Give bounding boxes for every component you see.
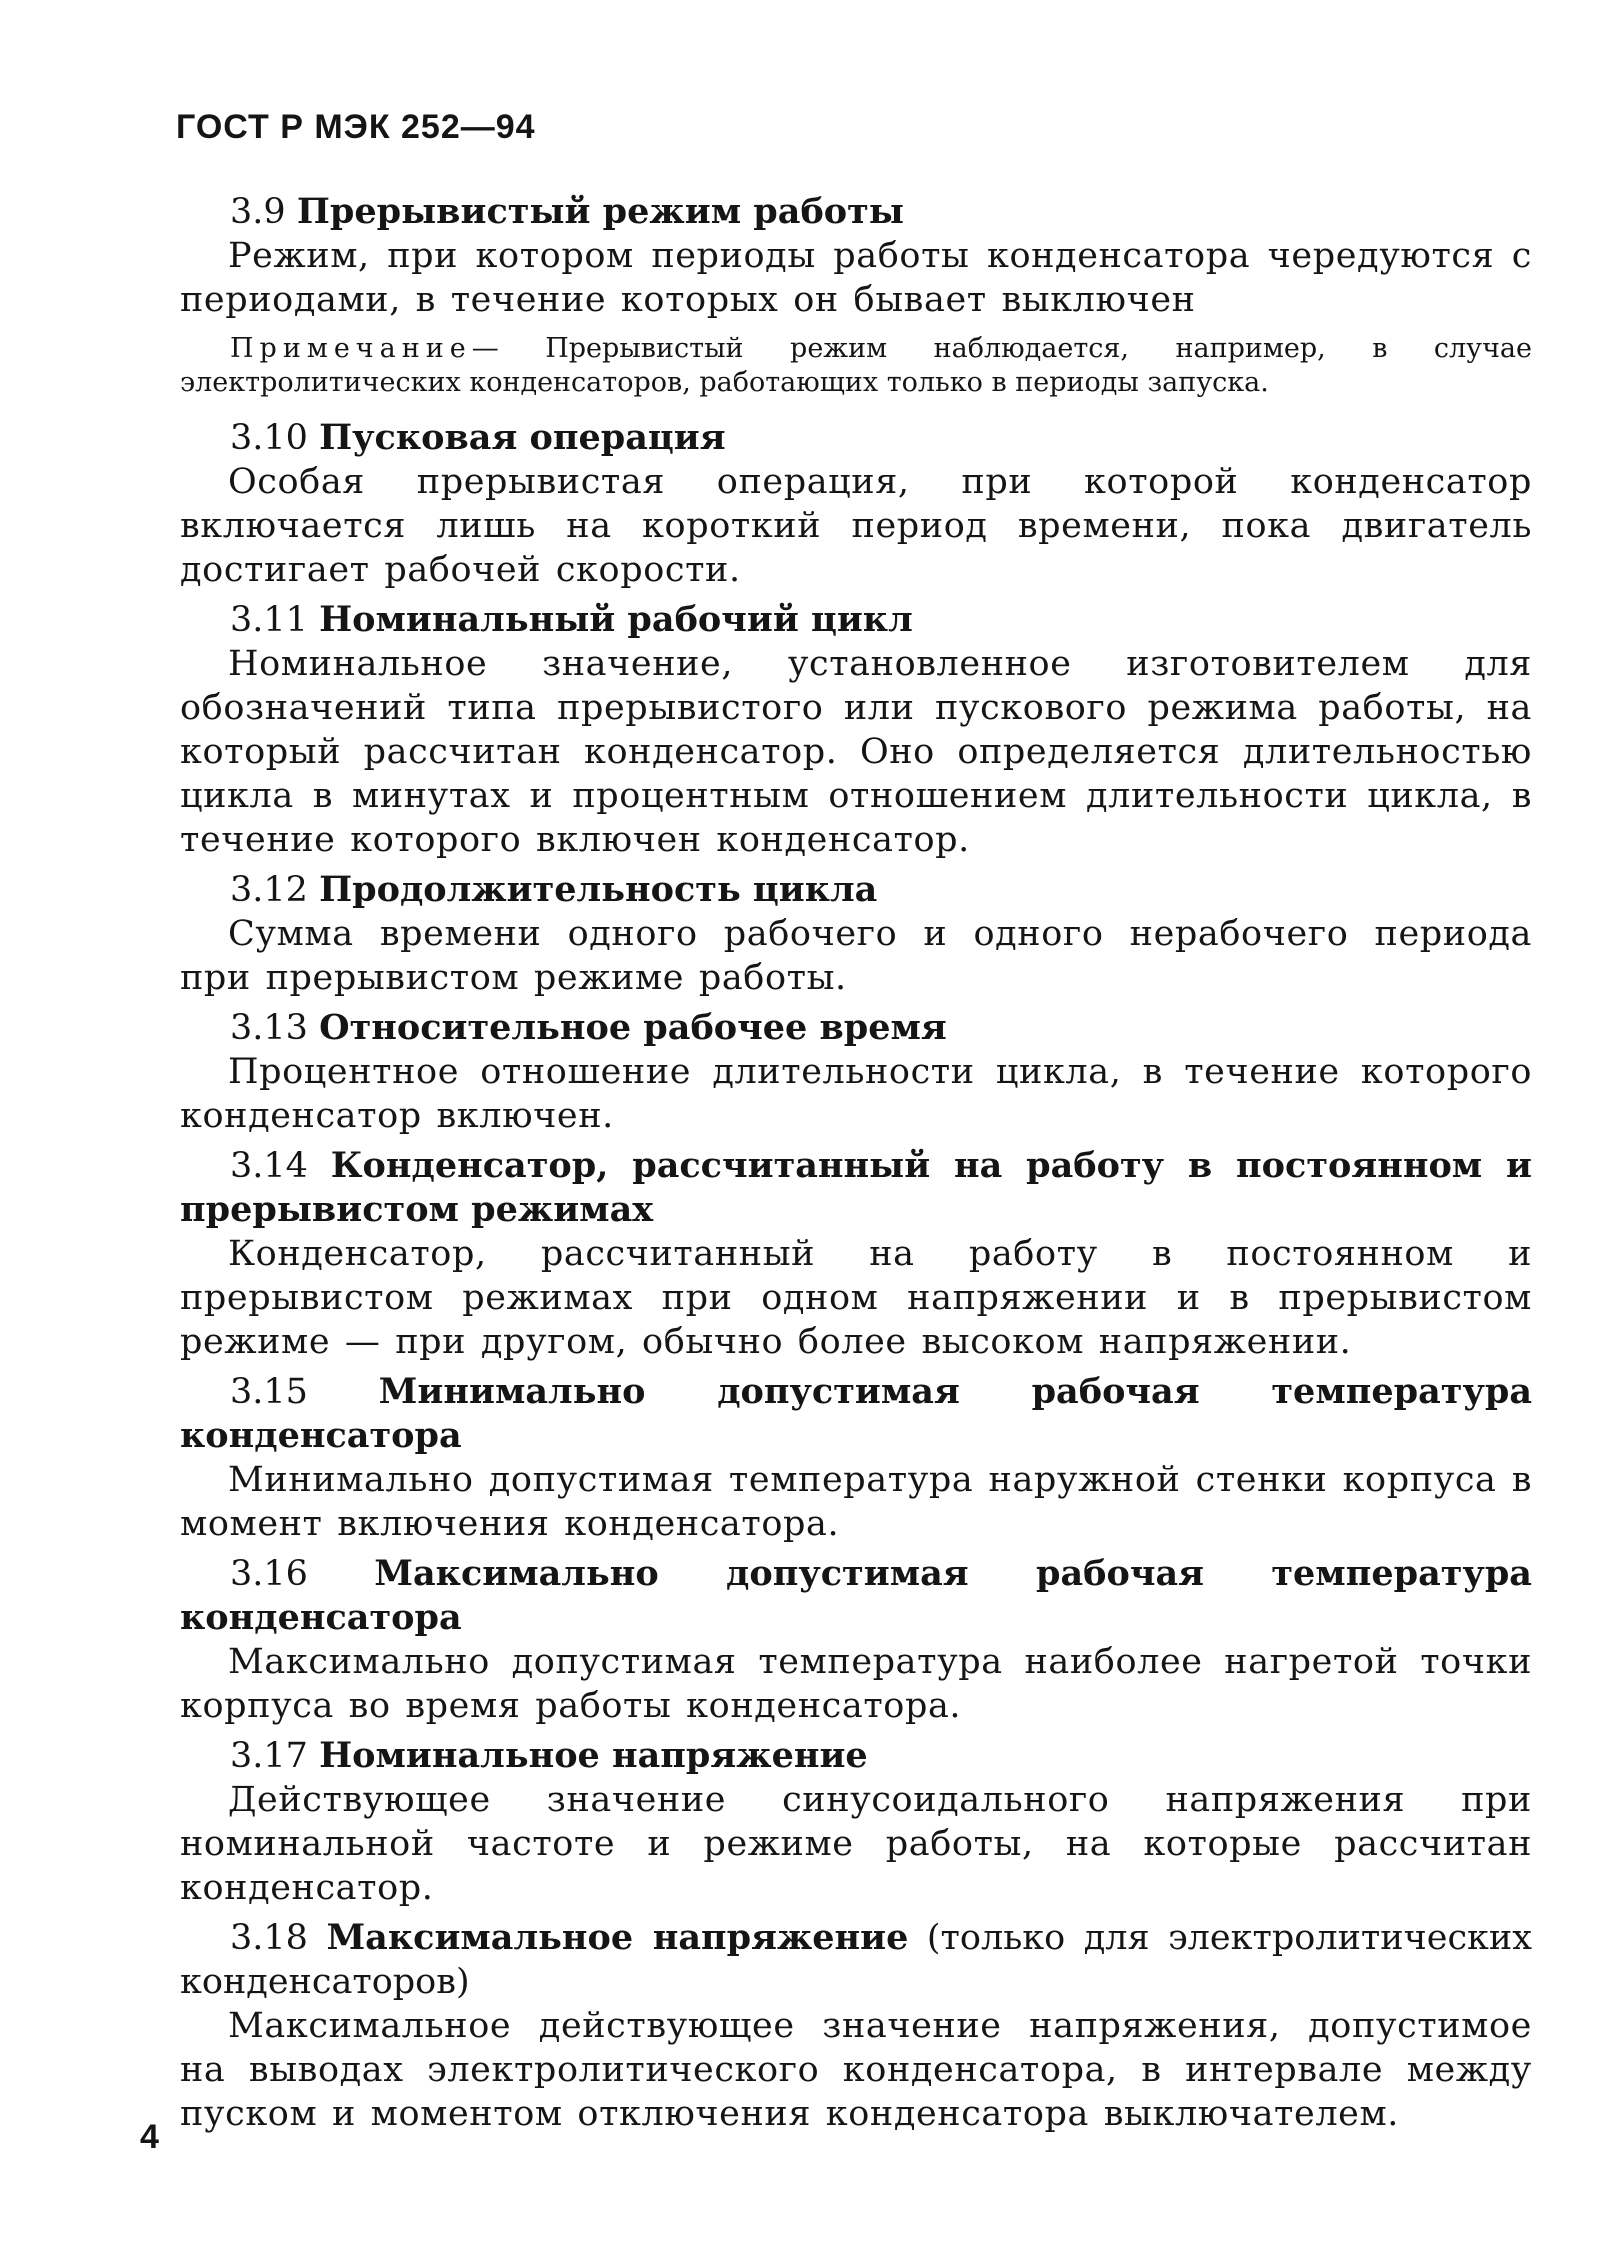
section-number: 3.17 xyxy=(230,1736,308,1776)
document-header: ГОСТ Р МЭК 252—94 xyxy=(176,108,536,146)
section-title xyxy=(180,1144,1532,1232)
section-definition: Процентное отношение длительности цикла, в течение которого конденсатор включен. xyxy=(180,1052,1532,1136)
section-name: Минимально допустимая рабочая температура конденсатора xyxy=(180,1371,1532,1456)
section-definition: Сумма времени одного рабочего и одного нерабочего периода при прерывистом режиме работы. xyxy=(180,914,1532,998)
section-name: Пусковая операция xyxy=(319,417,726,458)
section-3-18 xyxy=(180,1916,1532,2136)
section-number: 3.14 xyxy=(230,1146,308,1186)
section-number: 3.11 xyxy=(230,600,308,640)
section-number: 3.12 xyxy=(230,870,308,910)
section-3-17 xyxy=(180,1734,1532,1910)
section-definition: Максимальное действующее значение напряжения, допустимое на выводах электролитического конденсатора, в интервале между пуском и моментом отключения конденсатора выключателем. xyxy=(180,2006,1532,2134)
section-3-14 xyxy=(180,1144,1532,1364)
section-title xyxy=(180,598,1532,642)
section-number: 3.13 xyxy=(230,1008,308,1048)
section-definition: Особая прерывистая операция, при которой конденсатор включается лишь на короткий период времени, пока двигатель достигает рабочей скорости. xyxy=(180,462,1532,590)
section-number: 3.9 xyxy=(230,192,286,232)
section-name: Номинальное напряжение xyxy=(319,1735,868,1776)
section-definition: Конденсатор, рассчитанный на работу в постоянном и прерывистом режимах при одном напряжении и в прерывистом режиме — при другом, обычно более высоком напряжении. xyxy=(180,1234,1532,1362)
section-number: 3.16 xyxy=(230,1554,308,1594)
section-3-13 xyxy=(180,1006,1532,1138)
note-text: — Прерывистый режим наблюдается, например, в случае электролитических конденсаторов, работающих только в периоды запуска. xyxy=(180,333,1532,398)
section-title xyxy=(180,1552,1532,1640)
section-name: Прерывистый режим работы xyxy=(296,191,904,232)
section-name: Конденсатор, рассчитанный на работу в постоянном и прерывистом режимах xyxy=(180,1145,1532,1230)
section-definition: Минимально допустимая температура наружной стенки корпуса в момент включения конденсатора. xyxy=(180,1460,1532,1544)
section-definition: Номинальное значение, установленное изготовителем для обозначений типа прерывистого или пускового режима работы, на который рассчитан конденсатор. Оно определяется длительностью цикла в минутах и процентным отношением длительности цикла, в течение которого включен конденсатор. xyxy=(180,644,1532,860)
section-title xyxy=(180,1006,1532,1050)
section-name: Максимальное напряжение xyxy=(326,1917,909,1958)
section-3-16 xyxy=(180,1552,1532,1728)
section-note xyxy=(180,332,1532,400)
section-title xyxy=(180,1916,1532,2004)
section-number: 3.15 xyxy=(230,1372,308,1412)
section-title xyxy=(180,868,1532,912)
section-definition: Максимально допустимая температура наиболее нагретой точки корпуса во время работы конденсатора. xyxy=(180,1642,1532,1726)
section-definition: Режим, при котором периоды работы конденсатора чередуются с периодами, в течение которых он бывает выключен xyxy=(180,236,1532,320)
note-label: Примечание xyxy=(230,333,472,364)
section-definition: Действующее значение синусоидального напряжения при номинальной частоте и режиме работы, на которые рассчитан конденсатор. xyxy=(180,1780,1532,1908)
section-3-11 xyxy=(180,598,1532,862)
section-name: Продолжительность цикла xyxy=(319,869,878,910)
section-3-15 xyxy=(180,1370,1532,1546)
section-title xyxy=(180,190,1532,234)
section-3-12 xyxy=(180,868,1532,1000)
section-3-10 xyxy=(180,416,1532,592)
section-title xyxy=(180,1370,1532,1458)
section-number: 3.10 xyxy=(230,418,308,458)
section-title xyxy=(180,1734,1532,1778)
section-3-9 xyxy=(180,190,1532,400)
section-title xyxy=(180,416,1532,460)
section-name: Номинальный рабочий цикл xyxy=(319,599,913,640)
document-body xyxy=(180,190,1532,2142)
section-name: Относительное рабочее время xyxy=(319,1007,947,1048)
page-number: 4 xyxy=(140,2118,159,2156)
section-title-tail: (только для электролитических конденсаторов) xyxy=(180,1918,1532,2002)
section-name: Максимально допустимая рабочая температура конденсатора xyxy=(180,1553,1532,1638)
section-number: 3.18 xyxy=(230,1918,308,1958)
